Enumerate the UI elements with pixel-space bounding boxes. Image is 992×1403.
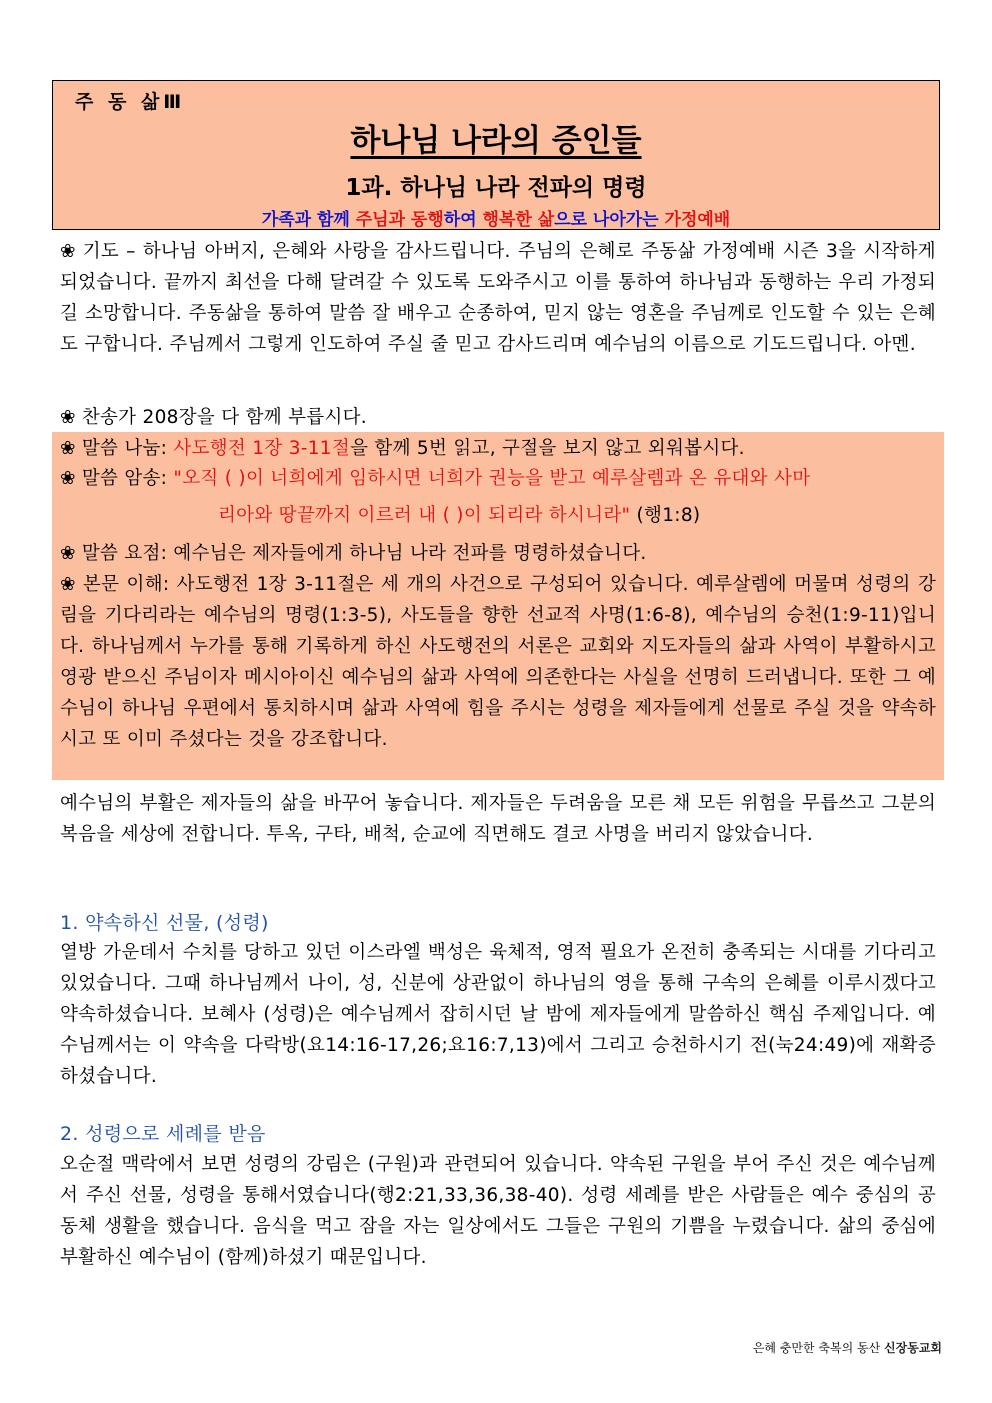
word-sharing-text: 을 함께 5번 읽고, 구절을 보지 않고 외워봅시다. [350,438,745,459]
memorize-label: 말씀 암송: [81,468,174,489]
slogan-part: 주님과 동행 [355,210,444,230]
section-heading: 1. 약속하신 선물, (성령) [60,912,269,934]
slogan-part: 가족과 함께 [261,210,356,230]
footer [753,1339,942,1356]
page-title: 하나님 나라의 증인들 [350,123,642,159]
flower-icon: ❀ [60,468,76,489]
summary-line [60,538,647,569]
header-box [52,80,940,230]
memorize-line [60,463,810,494]
memory-verse-ref: (행1:8) [630,505,701,526]
flower-icon: ❀ [60,241,77,262]
hymn-line [60,402,367,433]
understanding-paragraph [60,569,936,755]
word-sharing-label: 말씀 나눔: [81,438,174,459]
memory-verse-line2: 리아와 땅끝까지 이르러 내 ( )이 되리라 하시니라" [218,505,631,526]
prayer-paragraph [60,236,936,360]
lesson-title: 1과. 하나님 나라 전파의 명령 [345,175,647,201]
summary-text: 말씀 요점: 예수님은 제자들에게 하나님 나라 전파를 명령하셨습니다. [81,543,647,564]
flower-icon: ❀ [60,438,76,459]
slogan-part: 행복한 삶 [482,210,555,230]
resurrection-paragraph: 예수님의 부활은 제자들의 삶을 바꾸어 놓습니다. 제자들은 두려움을 모른 채 모든 위험을 무릅쓰고 그분의 복음을 세상에 전합니다. 투옥, 구타, 배척, 순교에 직면해도 결코 사명을 버리지 않았습니다. [60,793,936,845]
footer-text: 은혜 충만한 축복의 동산 [752,1341,885,1355]
word-sharing-line [60,433,745,464]
flower-icon: ❀ [60,407,76,428]
memorize-line2 [218,500,700,531]
scripture-reference: 사도행전 1장 3-11절 [173,438,351,459]
slogan-part: 으로 나아가는 [554,210,665,230]
slogan [53,205,939,230]
section-heading: 2. 성령으로 세례를 받음 [60,1123,266,1145]
series-label: 주 동 삶Ⅲ [75,91,186,113]
hymn-text: 찬송가 208장을 다 함께 부릅시다. [81,407,367,428]
flower-icon: ❀ [60,543,76,564]
church-name: 신장동교회 [884,1341,942,1355]
prayer-text: 기도 – 하나님 아버지, 은혜와 사랑을 감사드립니다. 주님의 은혜로 주동삶 가정예배 시즌 3을 시작하게 되었습니다. 끝까지 최선을 다해 달려갈 수 있도록 도와주시고 이를 통하여 하나님과 동행하는 우리 가정되길 소망합니다. 주동삶을 통하여 말씀 잘 배우고 순종하여, 믿지 않는 영혼을 주님께로 인도할 수 있는 은혜도 구합니다. 주님께서 그렇게 인도하여 주실 줄 믿고 감사드리며 예수님의 이름으로 기도드립니다. 아멘. [60,241,936,355]
flower-icon: ❀ [60,574,77,595]
section-body: 열방 가운데서 수치를 당하고 있던 이스라엘 백성은 육체적, 영적 필요가 온전히 충족되는 시대를 기다리고 있었습니다. 그때 하나님께서 나이, 성, 신분에 상관없이 하나님의 영을 통해 구속의 은혜를 이루시겠다고 약속하셨습니다. 보혜사 (성령)은 예수님께서 잡히시던 날 밤에 제자들에게 말씀하신 핵심 주제입니다. 예수님께서는 이 약속을 다락방(요14:16-17,26;요16:7,13)에서 그리고 승천하시기 전(눅24:49)에 재확증하셨습니다. [60,942,936,1087]
memory-verse-line1: "오직 ( )이 너희에게 임하시면 너희가 권능을 받고 예루살렘과 온 유대와 사마 [173,468,811,489]
section-body: 오순절 맥락에서 보면 성령의 강림은 (구원)과 관련되어 있습니다. 약속된 구원을 부어 주신 것은 예수님께서 주신 선물, 성령을 통해서였습니다(행2:21,33,36,38-40). 성령 세례를 받은 사람들은 예수 중심의 공동체 생활을 했습니다. 음식을 먹고 잠을 자는 일상에서도 그들은 구원의 기쁨을 누렸습니다. 삶의 중심에 부활하신 예수님이 (함께)하셨기 때문입니다. [60,1154,936,1268]
understanding-text: 본문 이해: 사도행전 1장 3-11절은 세 개의 사건으로 구성되어 있습니다. 예루살렘에 머물며 성령의 강림을 기다리라는 예수님의 명령(1:3-5), 사도들을 향한 선교적 사명(1:6-8), 예수님의 승천(1:9-11)입니다. 하나님께서 누가를 통해 기록하게 하신 사도행전의 서론은 교회와 지도자들의 삶과 사역이 부활하시고 영광 받으신 주님이자 메시아이신 예수님의 삶과 사역에 의존한다는 사실을 선명히 드러냅니다. 또한 그 예수님이 하나님 우편에서 통치하시며 삶과 사역에 힘을 주시는 성령을 제자들에게 선물로 주실 것을 약속하시고 또 이미 주셨다는 것을 강조합니다. [60,574,936,750]
slogan-part: 하여 [443,210,483,230]
slogan-part: 가정예배 [664,210,731,230]
